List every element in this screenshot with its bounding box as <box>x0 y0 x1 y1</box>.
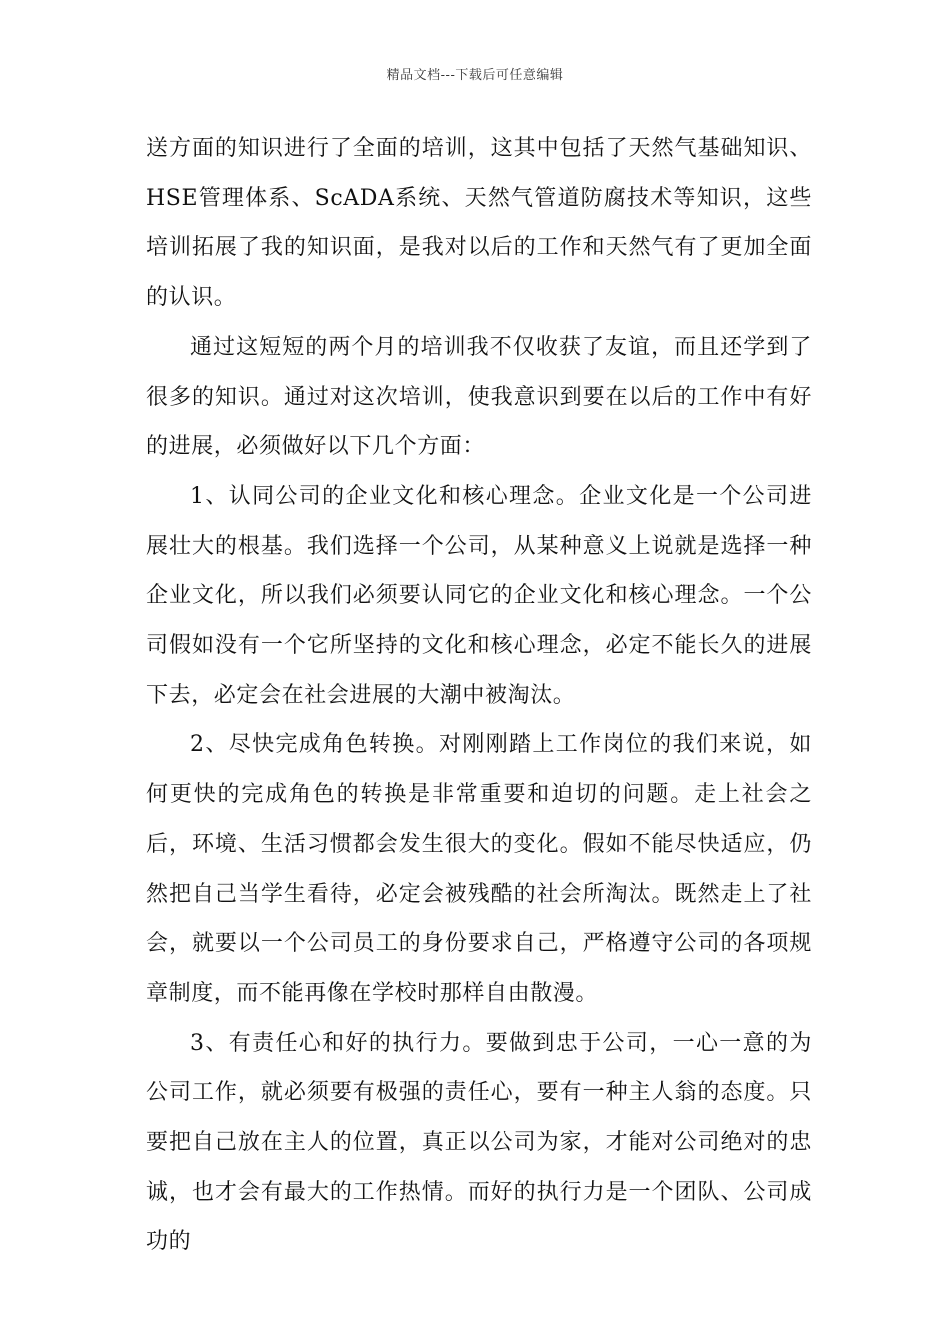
paragraph-3: 1、认同公司的企业文化和核心理念。企业文化是一个公司进展壮大的根基。我们选择一个公司，从某种意义上说就是选择一种企业文化，所以我们必须要认同它的企业文化和核心理念。一个公司假如没有一个它所坚持的文化和核心理念，必定不能长久的进展下去，必定会在社会进展的大潮中被淘汰。 <box>146 483 812 708</box>
page-header: 精品文档---下载后可任意编辑 <box>386 68 564 83</box>
document-body <box>146 124 812 1267</box>
paragraph-1: 送方面的知识进行了全面的培训，这其中包括了天然气基础知识、HSE管理体系、ScADA系统、天然气管道防腐技术等知识，这些培训拓展了我的知识面，是我对以后的工作和天然气有了更加全面的认识。 <box>146 136 812 311</box>
paragraph-5: 3、有责任心和好的执行力。要做到忠于公司，一心一意的为公司工作，就必须要有极强的责任心，要有一种主人翁的态度。只要把自己放在主人的位置，真正以公司为家，才能对公司绝对的忠诚，也才会有最大的工作热情。而好的执行力是一个团队、公司成功的 <box>146 1030 812 1255</box>
paragraph-4: 2、尽快完成角色转换。对刚刚踏上工作岗位的我们来说，如何更快的完成角色的转换是非常重要和迫切的问题。走上社会之后，环境、生活习惯都会发生很大的变化。假如不能尽快适应，仍然把自己当学生看待，必定会被残酷的社会所淘汰。既然走上了社会，就要以一个公司员工的身份要求自己，严格遵守公司的各项规章制度，而不能再像在学校时那样自由散漫。 <box>146 732 812 1006</box>
paragraph-2: 通过这短短的两个月的培训我不仅收获了友谊，而且还学到了很多的知识。通过对这次培训，使我意识到要在以后的工作中有好的进展，必须做好以下几个方面： <box>146 334 812 460</box>
